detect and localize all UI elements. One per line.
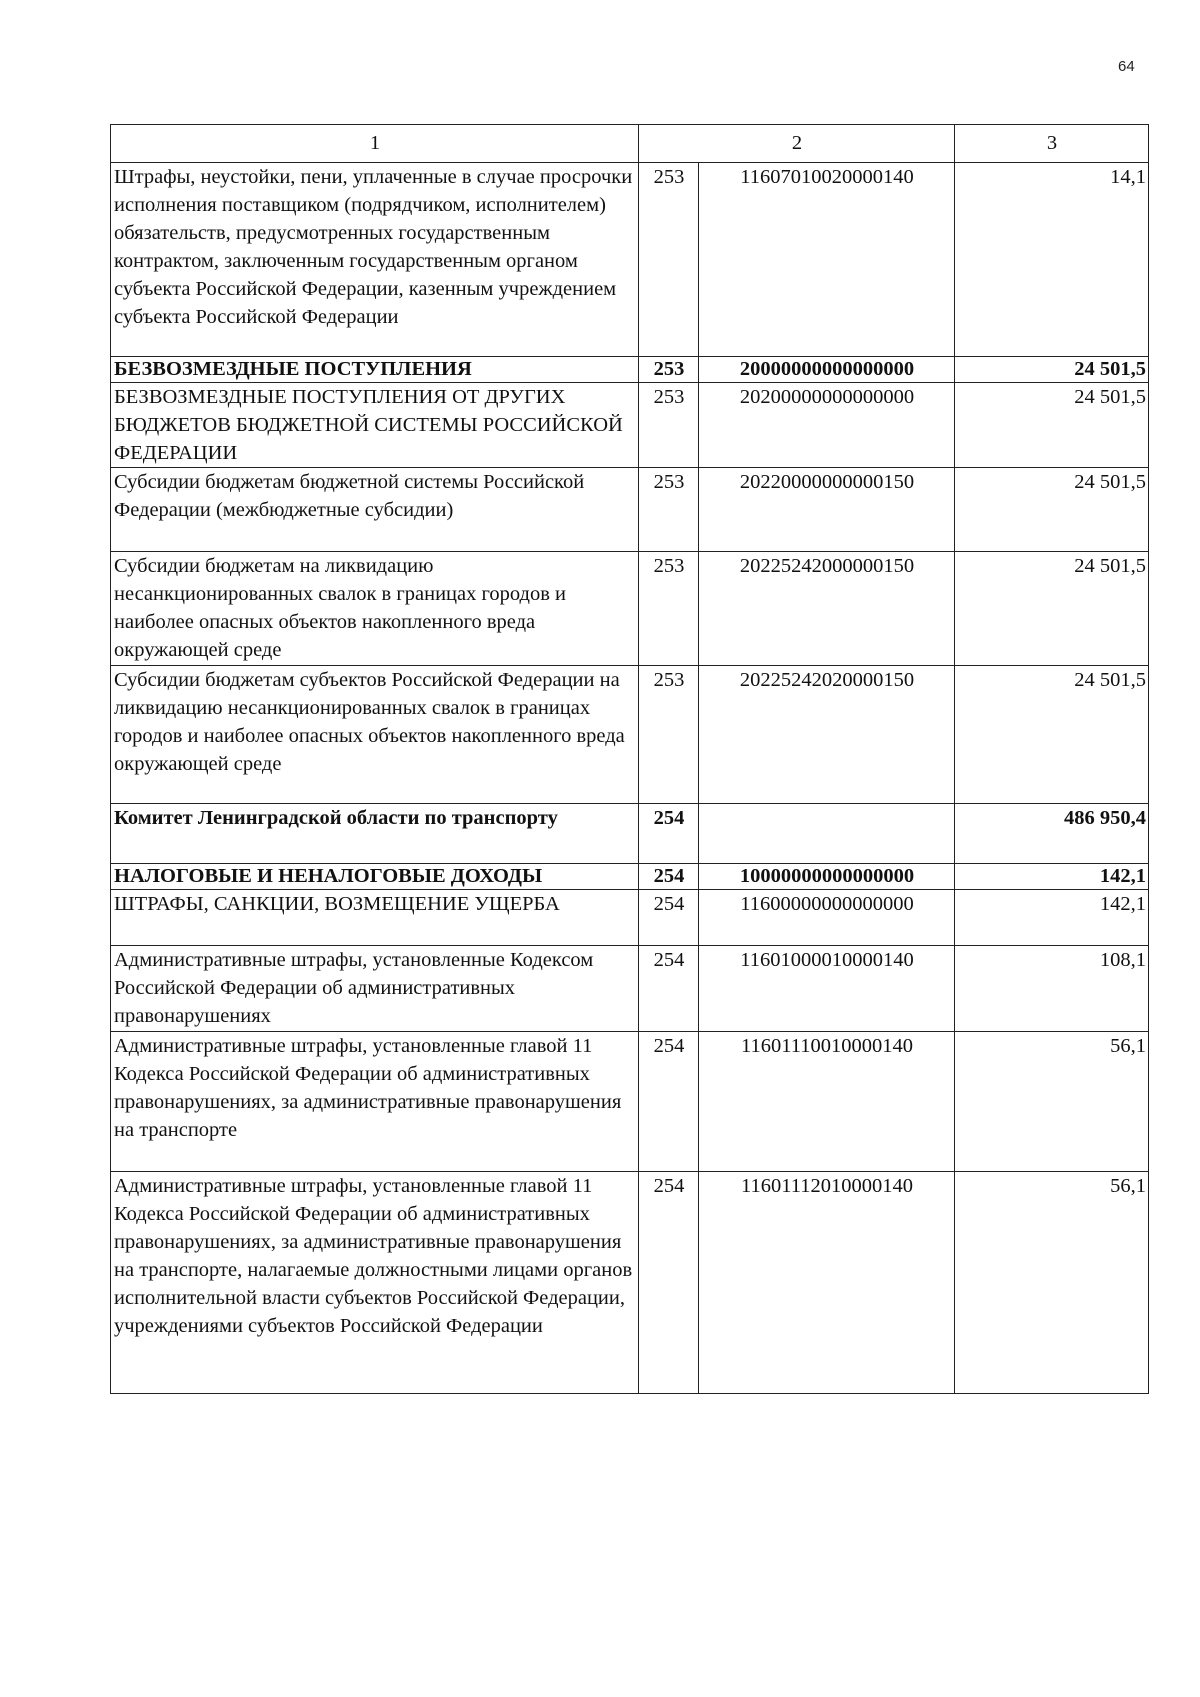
row-description: Субсидии бюджетам бюджетной системы Российской Федерации (межбюджетные субсидии) <box>111 468 639 552</box>
row-description: Комитет Ленинградской области по транспорту <box>111 804 639 864</box>
row-budget-code: 11600000000000000 <box>699 890 955 946</box>
row-budget-code: 20200000000000000 <box>699 383 955 468</box>
table-row <box>111 163 1149 357</box>
row-sum: 24 501,5 <box>955 468 1149 552</box>
row-sum: 142,1 <box>955 864 1149 890</box>
row-budget-code: 20000000000000000 <box>699 357 955 383</box>
row-admin-code: 254 <box>639 890 699 946</box>
table-row <box>111 1032 1149 1172</box>
row-description: ШТРАФЫ, САНКЦИИ, ВОЗМЕЩЕНИЕ УЩЕРБА <box>111 890 639 946</box>
row-description: Административные штрафы, установленные Кодексом Российской Федерации об административных правонарушениях <box>111 946 639 1032</box>
row-sum: 142,1 <box>955 890 1149 946</box>
page-number: 64 <box>1118 58 1135 75</box>
row-admin-code: 253 <box>639 163 699 357</box>
row-sum: 24 501,5 <box>955 383 1149 468</box>
table-header-row <box>111 125 1149 163</box>
row-description: Субсидии бюджетам субъектов Российской Федерации на ликвидацию несанкционированных свалок в границах городов и наиболее опасных объектов накопленного вреда окружающей среде <box>111 666 639 804</box>
table-row <box>111 383 1149 468</box>
row-budget-code: 11607010020000140 <box>699 163 955 357</box>
row-admin-code: 254 <box>639 864 699 890</box>
header-col-1: 1 <box>111 125 639 163</box>
row-description: НАЛОГОВЫЕ И НЕНАЛОГОВЫЕ ДОХОДЫ <box>111 864 639 890</box>
header-col-2: 2 <box>639 125 955 163</box>
row-budget-code: 11601110010000140 <box>699 1032 955 1172</box>
row-admin-code: 253 <box>639 383 699 468</box>
row-admin-code: 254 <box>639 1032 699 1172</box>
row-admin-code: 253 <box>639 357 699 383</box>
table-row <box>111 804 1149 864</box>
row-description: Субсидии бюджетам на ликвидацию несанкционированных свалок в границах городов и наиболее опасных объектов накопленного вреда окружающей среде <box>111 552 639 666</box>
row-description: Административные штрафы, установленные главой 11 Кодекса Российской Федерации об административных правонарушениях, за административные правонарушения на транспорте <box>111 1032 639 1172</box>
row-budget-code: 10000000000000000 <box>699 864 955 890</box>
table-row <box>111 890 1149 946</box>
table-row <box>111 946 1149 1032</box>
row-sum: 24 501,5 <box>955 357 1149 383</box>
row-admin-code: 253 <box>639 552 699 666</box>
row-budget-code: 20225242020000150 <box>699 666 955 804</box>
table-row <box>111 666 1149 804</box>
row-admin-code: 253 <box>639 468 699 552</box>
table-row <box>111 1172 1149 1394</box>
row-budget-code: 20225242000000150 <box>699 552 955 666</box>
row-sum: 56,1 <box>955 1172 1149 1394</box>
revenue-table <box>110 124 1149 1394</box>
header-col-3: 3 <box>955 125 1149 163</box>
row-admin-code: 254 <box>639 946 699 1032</box>
row-sum: 24 501,5 <box>955 552 1149 666</box>
row-budget-code <box>699 804 955 864</box>
row-sum: 486 950,4 <box>955 804 1149 864</box>
row-description: БЕЗВОЗМЕЗДНЫЕ ПОСТУПЛЕНИЯ <box>111 357 639 383</box>
table-row <box>111 552 1149 666</box>
row-sum: 24 501,5 <box>955 666 1149 804</box>
table-row <box>111 357 1149 383</box>
row-budget-code: 11601112010000140 <box>699 1172 955 1394</box>
row-sum: 14,1 <box>955 163 1149 357</box>
table-row <box>111 864 1149 890</box>
row-admin-code: 254 <box>639 804 699 864</box>
row-budget-code: 20220000000000150 <box>699 468 955 552</box>
row-sum: 108,1 <box>955 946 1149 1032</box>
table-row <box>111 468 1149 552</box>
row-budget-code: 11601000010000140 <box>699 946 955 1032</box>
row-description: БЕЗВОЗМЕЗДНЫЕ ПОСТУПЛЕНИЯ ОТ ДРУГИХ БЮДЖЕТОВ БЮДЖЕТНОЙ СИСТЕМЫ РОССИЙСКОЙ ФЕДЕРАЦИИ <box>111 383 639 468</box>
row-description: Штрафы, неустойки, пени, уплаченные в случае просрочки исполнения поставщиком (подрядчиком, исполнителем) обязательств, предусмотренных государственным контрактом, заключенным государственным органом субъекта Российской Федерации, казенным учреждением субъекта Российской Федерации <box>111 163 639 357</box>
row-admin-code: 253 <box>639 666 699 804</box>
row-description: Административные штрафы, установленные главой 11 Кодекса Российской Федерации об административных правонарушениях, за административные правонарушения на транспорте, налагаемые должностными лицами органов исполнительной власти субъектов Российской Федерации, учреждениями субъектов Российской Федерации <box>111 1172 639 1394</box>
row-admin-code: 254 <box>639 1172 699 1394</box>
row-sum: 56,1 <box>955 1032 1149 1172</box>
